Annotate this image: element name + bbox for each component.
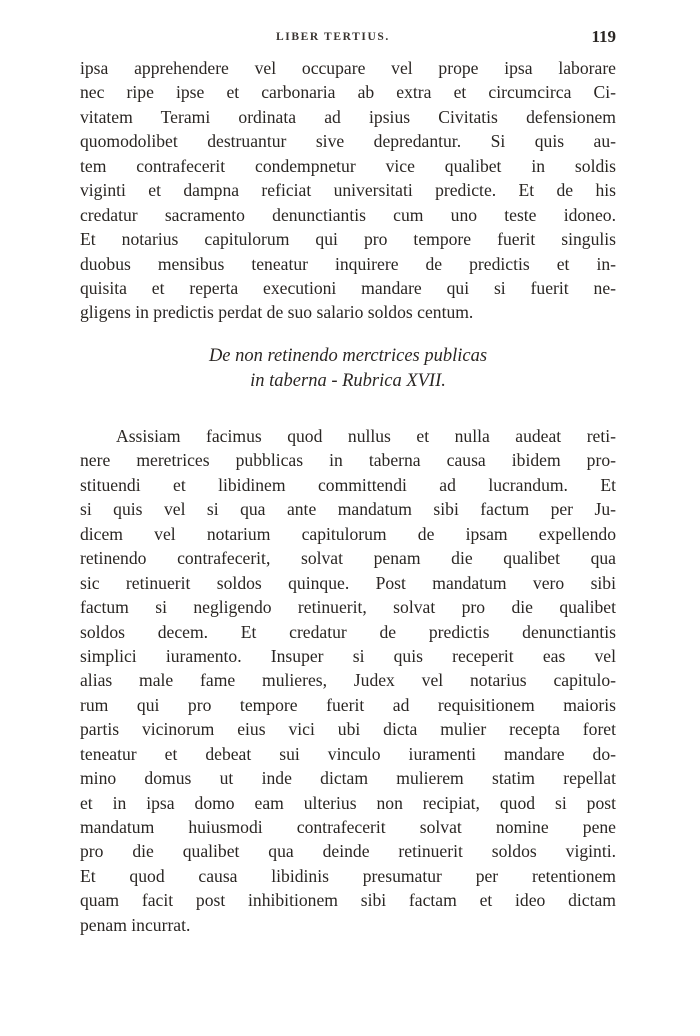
text-line: nere meretrices pubblicas in taberna causa ibidem pro- (80, 450, 616, 471)
running-title: LIBER TERTIUS. (276, 31, 390, 43)
text-line: vitatem Terami ordinata ad ipsius Civitatis defensionem (80, 106, 616, 127)
text-line: penam incurrat. (80, 914, 191, 935)
text-line: viginti et dampna reficiat universitati predicte. Et de his (80, 180, 616, 201)
text-line: nec ripe ipse et carbonaria ab extra et circumcirca Ci- (80, 82, 616, 103)
text-line: factum si negligendo retinuerit, solvat pro die qualibet (80, 597, 616, 618)
text-line: retinendo contrafecerit, solvat penam die qualibet qua (80, 548, 616, 569)
text-line: tem contrafecerit condempnetur vice qualibet in soldis (80, 155, 616, 176)
text-line: soldos decem. Et credatur de predictis denunctiantis (80, 621, 616, 642)
paragraph-rubric-xvii (80, 424, 616, 937)
text-line: mandatum huiusmodi contrafecerit solvat nomine pene (80, 817, 616, 837)
rubric-heading-line: in taberna - Rubrica XVII. (250, 371, 446, 391)
text-line: simplici iuramento. Insuper si quis receperit eas vel (80, 645, 616, 666)
text-line: quomodolibet destruantur sive depredantur. Si quis au- (80, 131, 616, 152)
text-line: pro die qualibet qua deinde retinuerit soldos viginti. (80, 841, 616, 862)
text-line: dicem vel notarium capitulorum de ipsam expellendo (80, 523, 616, 544)
rubric-heading-line: De non retinendo merctrices publicas (208, 346, 488, 366)
text-line: teneatur et debeat sui vinculo iuramenti mandare do- (80, 743, 616, 764)
text-line: et in ipsa domo eam ulterius non recipiat, quod si post (80, 792, 616, 813)
text-line: Assisiam facimus quod nullus et nulla audeat reti- (116, 426, 616, 446)
rubric-heading (80, 344, 616, 394)
text-line: Et notarius capitulorum qui pro tempore fuerit singulis (80, 229, 616, 250)
text-line: rum qui pro tempore fuerit ad requisitionem maioris (80, 694, 616, 715)
text-line: stituendi et libidinem committendi ad lucrandum. Et (80, 474, 616, 495)
running-head (80, 27, 616, 49)
text-line: gligens in predictis perdat de suo salario soldos centum. (80, 302, 474, 323)
text-line: quam facit post inhibitionem sibi factam et ideo dictam (80, 890, 616, 911)
text-line: si quis vel si qua ante mandatum sibi factum per Ju- (80, 499, 616, 520)
page-number: 119 (591, 27, 616, 46)
text-line: alias male fame mulieres, Judex vel notarius capitulo- (80, 670, 616, 691)
text-line: quisita et reperta executioni mandare qui si fuerit ne- (80, 277, 616, 298)
text-line: mino domus ut inde dictam mulierem statim repellat (80, 768, 616, 789)
text-line: partis vicinorum eius vici ubi dicta mulier recepta foret (80, 719, 616, 740)
paragraph-continued (80, 56, 616, 325)
text-line: duobus mensibus teneatur inquirere de predictis et in- (80, 253, 616, 274)
text-line: credatur sacramento denunctiantis cum uno teste idoneo. (80, 204, 616, 225)
text-line: ipsa apprehendere vel occupare vel prope ipsa laborare (80, 58, 616, 78)
text-line: Et quod causa libidinis presumatur per retentionem (80, 865, 616, 886)
text-line: sic retinuerit soldos quinque. Post mandatum vero sibi (80, 572, 616, 593)
